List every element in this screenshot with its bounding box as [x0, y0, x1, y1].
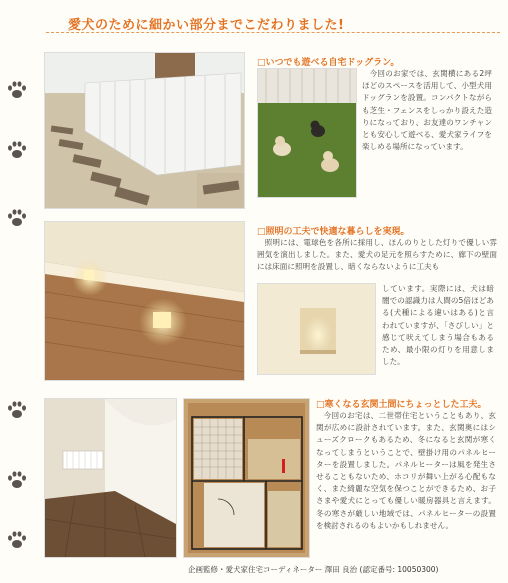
section-body-entrance: 今回のお宅は、二世帯住宅ということもあり、玄関が広めに設計されています。また、玄関奥にはシューズクロークもあるため、冬になると玄関が寒くなってしまうということで、壁掛け用のパネルヒーターを設置しました。パネルヒーターは風を発生させることもないため、ホコリが舞い上がる心配もなく、また綺麗な空気を保つことができるため、お子さまや愛犬にとっても優しい暖房器具と言えます。冬の寒さが厳しい地域では、パネルヒーターの設置を検討されるのもよいかもしれません。 [316, 411, 496, 530]
paw-print-icon [6, 530, 28, 550]
wall-niche-light-photo [257, 283, 376, 375]
paw-print-icon [6, 470, 28, 490]
dog-run-photo [257, 68, 357, 198]
supervisor-credit: 企画監修・愛犬家住宅コーディネーター 澤田 良治 (認定番号: 10050300) [188, 565, 439, 574]
fence-garden-photo [44, 52, 245, 209]
section-body-lighting-right: しています。実際には、犬は暗闇での認識力は人間の5倍ほどある(犬種による違いはある)と言われていますが、「さびしい」と感じて吠えてしまう場合もあるため、最小限の灯りを用意しました。 [382, 284, 494, 367]
entrance-heater-photo [44, 398, 177, 558]
title-divider [46, 32, 500, 33]
section-heading-dogrun: □いつでも遊べる自宅ドッグラン。 [257, 58, 400, 68]
floor-plan-image [183, 398, 310, 558]
paw-print-icon [6, 400, 28, 420]
paw-print-icon [6, 208, 28, 228]
section-body-lighting-top: 照明には、電球色を各所に採用し、ほんのりとした灯りで優しい雰囲気を演出しました。また、愛犬の足元を照らすために、廊下の壁面には床面に照明を設置し、暗くならないように工夫も [257, 238, 497, 272]
section-heading-lighting: □照明の工夫で快適な暮らしを実現。 [257, 227, 410, 237]
section-heading-entrance: □寒くなる玄関土間にちょっとした工夫。 [316, 400, 487, 410]
paw-print-icon [6, 140, 28, 160]
hallway-lighting-photo [44, 221, 245, 381]
section-body-dogrun: 今回のお家では、玄関横にある2坪ほどのスペースを活用して、小型犬用ドッグランを設置。コンパクトながらも芝生・フェンスをしっかり設えた造りになっており、お友達のワンチャンとも安心して遊べる、愛犬家ライフを楽しめる場所になっています。 [362, 69, 492, 152]
page-title: 愛犬のために細かい部分までこだわりました! [68, 18, 345, 33]
paw-print-icon [6, 80, 28, 100]
